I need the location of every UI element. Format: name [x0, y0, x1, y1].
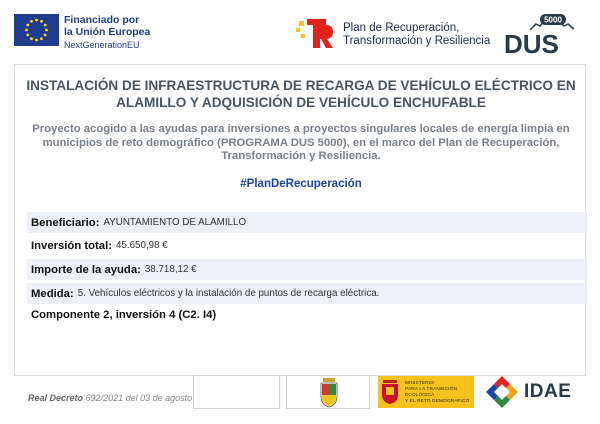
ministerio-text — [405, 381, 474, 405]
eu-line-3: NextGenerationEU — [64, 40, 140, 50]
componente-text: Componente 2, inversión 4 (C2. I4) — [31, 309, 217, 321]
dus-text: DUS — [504, 29, 559, 56]
project-panel — [14, 64, 586, 376]
idae-text: IDAE — [524, 381, 572, 402]
dus-5000-logo — [502, 12, 582, 56]
row-label: Inversión total: — [31, 239, 112, 252]
ministerio-line-1: MINISTERIO — [405, 381, 434, 386]
ayuntamiento-logo-box — [286, 375, 370, 409]
header — [0, 0, 600, 64]
plan-line-2: Transformación y Resiliencia — [343, 35, 491, 47]
hashtag-link[interactable]: #PlanDeRecuperación — [240, 178, 362, 190]
ministerio-logo — [378, 376, 474, 408]
ministerio-line-3: Y EL RETO DEMOGRÁFICO — [405, 399, 470, 404]
row-importe-ayuda — [27, 259, 587, 280]
row-value: 38.718,12 € — [144, 264, 197, 275]
row-label: Medida: — [31, 287, 74, 300]
ministerio-line-2: PARA LA TRANSICIÓN ECOLÓGICA — [405, 387, 458, 398]
row-inversion-total — [27, 235, 587, 256]
prtr-logo-icon — [296, 16, 334, 50]
eu-funding-text — [64, 14, 150, 51]
real-decreto-label: Real Decreto — [28, 393, 84, 403]
row-value: 5. Vehículos eléctricos y la instalación de puntos de recarga eléctrica. — [77, 288, 380, 299]
eu-line-2: la Unión Europea — [64, 26, 151, 38]
eu-flag-icon — [14, 14, 59, 46]
project-title: INSTALACIÓN DE INFRAESTRUCTURA DE RECARGA DE VEHÍCULO ELÉCTRICO EN ALAMILLO Y ADQUISICIÓN DE VEHÍCULO ENCHUFABLE — [26, 78, 576, 110]
dus-number: 5000 — [544, 15, 562, 25]
row-label: Importe de la ayuda: — [31, 263, 141, 276]
row-value: 45.650,98 € — [115, 240, 168, 251]
ayuntamiento-crest-icon — [287, 376, 371, 410]
project-subtitle: Proyecto acogido a las ayudas para inversiones a proyectos singulares locales de energía limpia en municipios de reto demográfico (PROGRAMA DUS 5000), en el marco del Plan de Recuperación, Transformación y Resiliencia. — [32, 123, 570, 162]
row-label: Beneficiario: — [31, 216, 100, 229]
row-medida — [27, 283, 587, 304]
idae-logo-icon — [484, 374, 520, 410]
real-decreto-value: 692/2021 del 03 de agosto — [85, 393, 193, 403]
row-value: AYUNTAMIENTO DE ALAMILLO — [103, 217, 247, 228]
row-beneficiario — [27, 212, 587, 233]
real-decreto-text — [28, 393, 192, 403]
blank-logo-box — [193, 375, 280, 409]
eu-line-1: Financiado por — [64, 14, 140, 26]
spain-shield-icon — [381, 380, 399, 404]
plan-line-1: Plan de Recuperación, — [343, 22, 460, 34]
plan-recuperacion-text — [343, 22, 490, 48]
